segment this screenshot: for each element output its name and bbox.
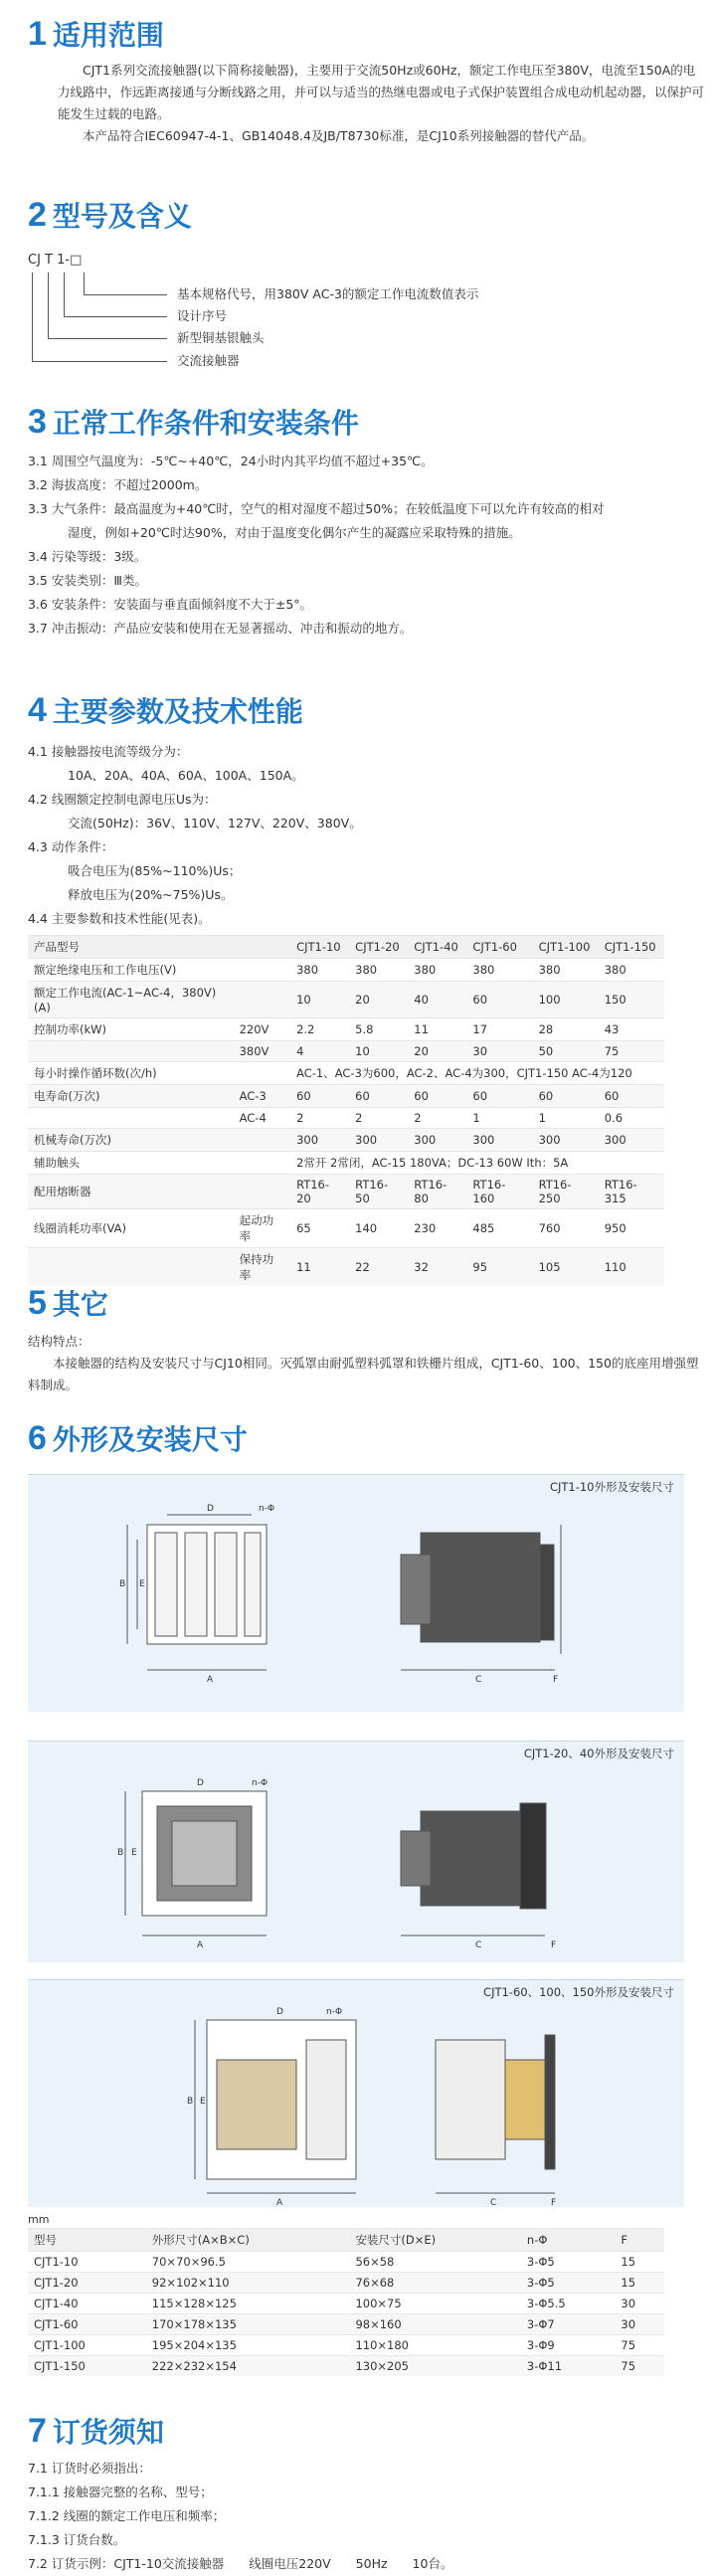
dim-e-label: E bbox=[139, 1579, 145, 1589]
section-4 bbox=[28, 690, 704, 1286]
table-cell: 380 bbox=[599, 959, 664, 982]
table-cell: 300 bbox=[466, 1129, 532, 1152]
table-cell: 300 bbox=[349, 1129, 408, 1152]
table-cell: 20 bbox=[408, 1041, 466, 1062]
param-4-3-release: 释放电压为(20%~75%)Us。 bbox=[68, 887, 234, 902]
table-cell: 3-Φ5 bbox=[521, 2252, 616, 2273]
dim-b-label: B bbox=[119, 1579, 126, 1589]
table-row bbox=[28, 1085, 664, 1108]
order-7-1: 7.1 订货时必须指出： bbox=[28, 2461, 151, 2476]
table-cell: 保持功率 bbox=[234, 1248, 290, 1287]
dim-f-label: F bbox=[551, 1940, 557, 1950]
table-cell: 60 bbox=[599, 1085, 664, 1108]
table-cell: 56×58 bbox=[349, 2252, 520, 2273]
table-cell: 76×68 bbox=[349, 2273, 520, 2294]
table-cell: 60 bbox=[349, 1085, 408, 1108]
table-cell: 2.2 bbox=[290, 1018, 349, 1041]
table-cell: 50 bbox=[533, 1041, 599, 1062]
table-cell: 105 bbox=[533, 1248, 599, 1287]
cjt1-10-drawing bbox=[28, 1475, 684, 1712]
param-4-3-pickup: 吸合电压为(85%~110%)Us； bbox=[68, 863, 242, 878]
table-header-row bbox=[28, 2229, 664, 2252]
table-cell bbox=[234, 1129, 290, 1152]
table-cell: 115×128×125 bbox=[146, 2294, 350, 2314]
table-cell: 控制功率(kW) bbox=[28, 1018, 234, 1041]
table-cell: 92×102×110 bbox=[146, 2273, 350, 2294]
cjt1-20-40-drawing bbox=[28, 1742, 684, 1962]
condition-3-5: 3.5 安装类别：Ⅲ类。 bbox=[28, 573, 147, 588]
table-cell: CJT1-10 bbox=[290, 936, 349, 959]
panel-caption: CJT1-20、40外形及安装尺寸 bbox=[523, 1747, 674, 1760]
dim-f-label: F bbox=[551, 2198, 557, 2207]
code-meaning-3: 新型铜基银触头 bbox=[177, 330, 265, 345]
section-3-title: 3 正常工作条件和安装条件 bbox=[28, 403, 359, 441]
table-cell: 380V bbox=[234, 1041, 290, 1062]
dim-b-label: B bbox=[187, 2097, 194, 2107]
table-cell bbox=[234, 1152, 290, 1175]
table-cell: 300 bbox=[408, 1129, 466, 1152]
dim-d-label: D bbox=[276, 2007, 283, 2017]
dim-f-label: F bbox=[553, 1675, 559, 1685]
table-cell: 60 bbox=[466, 982, 532, 1018]
table-cell: 300 bbox=[290, 1129, 349, 1152]
table-cell: 30 bbox=[615, 2294, 664, 2314]
dim-b-label: B bbox=[117, 1848, 124, 1858]
table-cell: 100 bbox=[533, 982, 599, 1018]
table-cell bbox=[28, 1041, 234, 1062]
table-cell: n-Φ bbox=[521, 2229, 616, 2252]
table-cell: CJT1-10 bbox=[28, 2252, 146, 2273]
dim-n-label: n-Φ bbox=[259, 1504, 275, 1514]
table-cell: 2 bbox=[408, 1108, 466, 1129]
dim-d-label: D bbox=[207, 1504, 214, 1514]
table-cell: 32 bbox=[408, 1248, 466, 1287]
table-cell: 220V bbox=[234, 1018, 290, 1041]
dim-d-label: D bbox=[197, 1778, 204, 1788]
table-row bbox=[28, 2252, 664, 2273]
table-cell: 60 bbox=[466, 1085, 532, 1108]
table-cell: 起动功率 bbox=[234, 1209, 290, 1248]
table-cell: 线圈消耗功率(VA) bbox=[28, 1209, 234, 1248]
table-cell: 20 bbox=[349, 982, 408, 1018]
table-cell: 电寿命(万次) bbox=[28, 1085, 234, 1108]
section-1-title: 1 适用范围 bbox=[28, 15, 164, 53]
table-cell: CJT1-20 bbox=[349, 936, 408, 959]
table-cell: 额定工作电流(AC-1~AC-4，380V)(A) bbox=[28, 982, 234, 1018]
dimension-table bbox=[28, 2228, 664, 2376]
table-cell: 2 bbox=[290, 1108, 349, 1129]
table-cell: 安装尺寸(D×E) bbox=[349, 2229, 520, 2252]
code-meaning-1: 基本规格代号，用380V AC-3的额定工作电流数值表示 bbox=[177, 286, 479, 301]
table-cell bbox=[28, 1248, 234, 1287]
section-2 bbox=[28, 195, 704, 235]
table-cell: 4 bbox=[290, 1041, 349, 1062]
table-cell: 43 bbox=[599, 1018, 664, 1041]
table-cell: 65 bbox=[290, 1209, 349, 1248]
table-cell: 17 bbox=[466, 1018, 532, 1041]
section-6-title: 6 外形及安装尺寸 bbox=[28, 1419, 248, 1457]
table-cell: 5.8 bbox=[349, 1018, 408, 1041]
table-cell: CJT1-150 bbox=[599, 936, 664, 959]
dim-a-label: A bbox=[276, 2198, 283, 2207]
order-7-2: 7.2 订货示例：CJT1-10交流接触器 线圈电压220V 50Hz 10台。 bbox=[28, 2556, 453, 2571]
condition-3-6: 3.6 安装条件：安装面与垂直面倾斜度不大于±5°。 bbox=[28, 597, 313, 612]
table-row bbox=[28, 1209, 664, 1248]
table-row bbox=[28, 1018, 664, 1041]
table-cell: 75 bbox=[599, 1041, 664, 1062]
condition-3-4: 3.4 污染等级：3级。 bbox=[28, 549, 147, 564]
table-header-row bbox=[28, 936, 664, 959]
table-cell: 485 bbox=[466, 1209, 532, 1248]
table-cell: 380 bbox=[290, 959, 349, 982]
dim-c-label: C bbox=[475, 1675, 482, 1685]
table-cell: 辅助触头 bbox=[28, 1152, 234, 1175]
table-row bbox=[28, 1108, 664, 1129]
dim-n-label: n-Φ bbox=[326, 2007, 343, 2017]
order-7-1-1: 7.1.1 接触器完整的名称、型号； bbox=[28, 2484, 213, 2499]
table-row bbox=[28, 2273, 664, 2294]
table-cell: CJT1-60 bbox=[28, 2314, 146, 2335]
section-7-title: 7 订货须知 bbox=[28, 2412, 164, 2450]
table-cell: 2常开 2常闭，AC-15 180VA；DC-13 60W Ith：5A bbox=[290, 1152, 664, 1175]
table-row bbox=[28, 2356, 664, 2377]
table-cell: 95 bbox=[466, 1248, 532, 1287]
table-cell: 110 bbox=[599, 1248, 664, 1287]
table-cell: RT16-250 bbox=[533, 1175, 599, 1209]
table-cell: 150 bbox=[599, 982, 664, 1018]
table-cell: RT16-160 bbox=[466, 1175, 532, 1209]
table-cell bbox=[234, 959, 290, 982]
section-1 bbox=[28, 14, 704, 147]
table-cell: AC-1、AC-3为600，AC-2、AC-4为300，CJT1-150 AC-4为120 bbox=[290, 1062, 664, 1085]
table-cell: 230 bbox=[408, 1209, 466, 1248]
s5-paragraph: 本接触器的结构及安装尺寸与CJ10相同。灭弧罩由耐弧塑料弧罩和铁栅片组成，CJT1-60、100、150的底座用增强塑料制成。 bbox=[28, 1356, 699, 1392]
table-cell: CJT1-40 bbox=[28, 2294, 146, 2314]
table-cell: 130×205 bbox=[349, 2356, 520, 2377]
dimension-panel-cjt1-60-150 bbox=[28, 1979, 684, 2207]
table-row bbox=[28, 1175, 664, 1209]
order-7-1-2: 7.1.2 线圈的额定工作电压和频率； bbox=[28, 2508, 226, 2523]
table-cell: 760 bbox=[533, 1209, 599, 1248]
param-4-4: 4.4 主要参数和技术性能(见表)。 bbox=[28, 911, 211, 926]
table-cell: 15 bbox=[615, 2252, 664, 2273]
dim-c-label: C bbox=[475, 1940, 482, 1950]
table-row bbox=[28, 959, 664, 982]
dim-e-label: E bbox=[200, 2097, 206, 2107]
table-cell: 60 bbox=[533, 1085, 599, 1108]
dim-c-label: C bbox=[490, 2198, 497, 2207]
table-cell: 110×180 bbox=[349, 2335, 520, 2356]
table-cell: 1 bbox=[533, 1108, 599, 1129]
table-row bbox=[28, 1152, 664, 1175]
section-4-title: 4 主要参数及技术性能 bbox=[28, 691, 303, 729]
table-cell: 10 bbox=[290, 982, 349, 1018]
condition-3-3: 3.3 大气条件：最高温度为+40℃时，空气的相对湿度不超过50%；在较低温度下可以允许有较高的相对 bbox=[28, 501, 605, 516]
section-6 bbox=[28, 1418, 704, 1458]
table-cell: 机械寿命(万次) bbox=[28, 1129, 234, 1152]
table-row bbox=[28, 982, 664, 1018]
table-cell: 3-Φ9 bbox=[521, 2335, 616, 2356]
table-row bbox=[28, 1248, 664, 1287]
table-row bbox=[28, 2335, 664, 2356]
param-4-3: 4.3 动作条件： bbox=[28, 839, 114, 854]
table-cell: 380 bbox=[533, 959, 599, 982]
table-cell: CJT1-100 bbox=[533, 936, 599, 959]
table-cell bbox=[28, 1108, 234, 1129]
param-4-2-values: 交流(50Hz)：36V、110V、127V、220V、380V。 bbox=[68, 816, 362, 830]
table-cell: RT16-50 bbox=[349, 1175, 408, 1209]
param-4-2: 4.2 线圈额定控制电源电压Us为： bbox=[28, 792, 217, 807]
table-cell: 195×204×135 bbox=[146, 2335, 350, 2356]
table-cell: CJT1-20 bbox=[28, 2273, 146, 2294]
table-cell: 140 bbox=[349, 1209, 408, 1248]
dimension-panel-cjt1-20-40 bbox=[28, 1741, 684, 1962]
table-cell: 3-Φ11 bbox=[521, 2356, 616, 2377]
code-meaning-2: 设计序号 bbox=[177, 308, 228, 323]
technical-params-table bbox=[28, 935, 664, 1286]
s1-paragraph-2: 本产品符合IEC60947-4-1、GB14048.4及JB/T8730标准，是CJ10系列接触器的替代产品。 bbox=[83, 128, 595, 143]
param-4-1-values: 10A、20A、40A、60A、100A、150A。 bbox=[68, 768, 304, 783]
table-cell: RT16-315 bbox=[599, 1175, 664, 1209]
section-3 bbox=[28, 402, 704, 641]
table-cell: 70×70×96.5 bbox=[146, 2252, 350, 2273]
table-cell: 11 bbox=[290, 1248, 349, 1287]
dim-a-label: A bbox=[197, 1940, 204, 1950]
dimension-table-block bbox=[28, 2212, 704, 2376]
dim-a-label: A bbox=[207, 1675, 214, 1685]
section-2-title: 2 型号及含义 bbox=[28, 196, 192, 234]
section-5-title: 5 其它 bbox=[28, 1284, 108, 1322]
table-cell: 28 bbox=[533, 1018, 599, 1041]
table-row bbox=[28, 1041, 664, 1062]
table-cell: 3-Φ5 bbox=[521, 2273, 616, 2294]
table-cell: 1 bbox=[466, 1108, 532, 1129]
table-cell: 型号 bbox=[28, 2229, 146, 2252]
cjt1-60-150-drawing bbox=[28, 1980, 684, 2207]
table-cell: 2 bbox=[349, 1108, 408, 1129]
panel-caption: CJT1-10外形及安装尺寸 bbox=[549, 1480, 674, 1494]
condition-3-2: 3.2 海拔高度：不超过2000m。 bbox=[28, 477, 208, 492]
table-cell: F bbox=[615, 2229, 664, 2252]
dim-e-label: E bbox=[131, 1848, 137, 1858]
table-cell: 300 bbox=[533, 1129, 599, 1152]
table-cell: 40 bbox=[408, 982, 466, 1018]
section-7 bbox=[28, 2411, 704, 2576]
order-7-1-3: 7.1.3 订货台数。 bbox=[28, 2532, 126, 2547]
section-5 bbox=[28, 1283, 704, 1396]
table-cell: 60 bbox=[290, 1085, 349, 1108]
dim-n-label: n-Φ bbox=[252, 1778, 268, 1788]
table-cell: 22 bbox=[349, 1248, 408, 1287]
table-cell: 98×160 bbox=[349, 2314, 520, 2335]
condition-3-7: 3.7 冲击振动：产品应安装和使用在无显著摇动、冲击和振动的地方。 bbox=[28, 621, 413, 636]
panel-caption: CJT1-60、100、150外形及安装尺寸 bbox=[483, 1985, 674, 1999]
model-code-diagram bbox=[28, 251, 585, 390]
param-4-1: 4.1 接触器按电流等级分为： bbox=[28, 744, 189, 759]
table-cell: 3-Φ7 bbox=[521, 2314, 616, 2335]
table-cell: 380 bbox=[466, 959, 532, 982]
dimension-panel-cjt1-10 bbox=[28, 1474, 684, 1712]
table-cell: 300 bbox=[599, 1129, 664, 1152]
table-cell: AC-3 bbox=[234, 1085, 290, 1108]
table-cell: 950 bbox=[599, 1209, 664, 1248]
table-cell: 222×232×154 bbox=[146, 2356, 350, 2377]
table-cell bbox=[234, 1175, 290, 1209]
table-cell: 额定绝缘电压和工作电压(V) bbox=[28, 959, 234, 982]
s5-structure-label: 结构特点： bbox=[28, 1334, 90, 1349]
table-cell: CJT1-150 bbox=[28, 2356, 146, 2377]
table-cell: RT16-80 bbox=[408, 1175, 466, 1209]
table-cell: 75 bbox=[615, 2335, 664, 2356]
table-cell: 60 bbox=[408, 1085, 466, 1108]
table-cell: 10 bbox=[349, 1041, 408, 1062]
table-row bbox=[28, 1129, 664, 1152]
table-cell: 100×75 bbox=[349, 2294, 520, 2314]
table-cell: AC-4 bbox=[234, 1108, 290, 1129]
table-cell: 380 bbox=[349, 959, 408, 982]
table-cell: 3-Φ5.5 bbox=[521, 2294, 616, 2314]
table-cell: 75 bbox=[615, 2356, 664, 2377]
table-cell: 30 bbox=[466, 1041, 532, 1062]
table-cell: 外形尺寸(A×B×C) bbox=[146, 2229, 350, 2252]
table-cell: 产品型号 bbox=[28, 936, 234, 959]
table-row bbox=[28, 1062, 664, 1085]
condition-3-3-cont: 湿度，例如+20℃时达90%，对由于温度变化偶尔产生的凝露应采取特殊的措施。 bbox=[68, 525, 521, 540]
table-cell: 每小时操作循环数(次/h) bbox=[28, 1062, 234, 1085]
table-cell: CJT1-40 bbox=[408, 936, 466, 959]
table-cell: 380 bbox=[408, 959, 466, 982]
table-cell bbox=[234, 936, 290, 959]
table-cell bbox=[234, 1062, 290, 1085]
table-cell: 170×178×135 bbox=[146, 2314, 350, 2335]
table-cell bbox=[234, 982, 290, 1018]
unit-label: mm bbox=[28, 2213, 50, 2226]
table-cell: 11 bbox=[408, 1018, 466, 1041]
table-cell: RT16-20 bbox=[290, 1175, 349, 1209]
table-cell: 0.6 bbox=[599, 1108, 664, 1129]
table-cell: 15 bbox=[615, 2273, 664, 2294]
table-cell: 30 bbox=[615, 2314, 664, 2335]
s1-paragraph-1: CJT1系列交流接触器(以下简称接触器)，主要用于交流50Hz或60Hz，额定工作电压至380V，电流至150A的电力线路中，作远距离接通与分断线路之用，并可以与适当的热继电器或电子式保护装置组合成电动机起动器，以保护可能发生过载的电路。 bbox=[58, 63, 705, 121]
code-meaning-4: 交流接触器 bbox=[177, 353, 240, 368]
table-row bbox=[28, 2294, 664, 2314]
model-code: CJ T 1-□ bbox=[28, 253, 83, 268]
table-row bbox=[28, 2314, 664, 2335]
table-cell: 配用熔断器 bbox=[28, 1175, 234, 1209]
table-cell: CJT1-60 bbox=[466, 936, 532, 959]
condition-3-1: 3.1 周围空气温度为：-5℃~+40℃，24小时内其平均值不超过+35℃。 bbox=[28, 454, 434, 468]
table-cell: CJT1-100 bbox=[28, 2335, 146, 2356]
